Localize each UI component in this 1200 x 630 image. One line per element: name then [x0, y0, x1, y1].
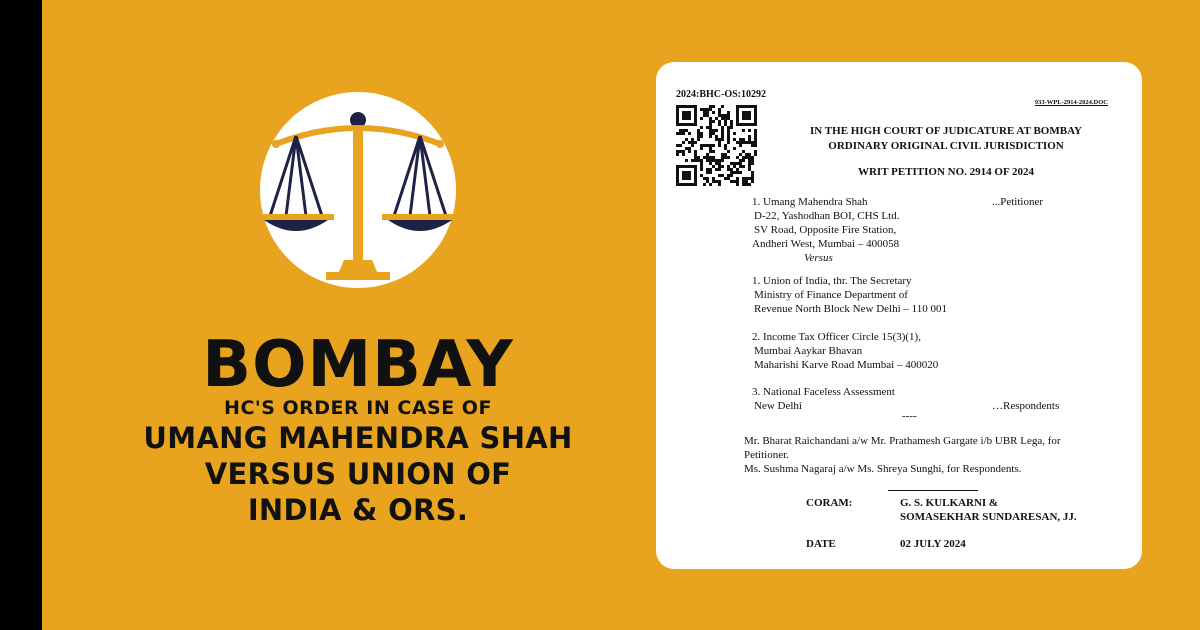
petitioner-address-1: D-22, Yashodhan BOI, CHS Ltd. — [754, 210, 900, 222]
respondents-role: …Respondents — [992, 400, 1060, 412]
headline — [120, 328, 596, 528]
headline-line3: VERSUS UNION OF — [204, 457, 512, 491]
respondent-1-line-2: Ministry of Finance Department of — [754, 289, 908, 301]
respondent-1-line-3: Revenue North Block New Delhi – 110 001 — [754, 303, 947, 315]
date-label: DATE — [806, 538, 836, 550]
respondent-3-line-1: 3. National Faceless Assessment — [752, 386, 895, 398]
court-document-card — [656, 62, 1142, 569]
counsel-line-2: Petitioner. — [744, 449, 789, 461]
counsel-line-3: Ms. Sushma Nagaraj a/w Ms. Shreya Sunghi, for Respondents. — [744, 463, 1022, 475]
court-jurisdiction: ORDINARY ORIGINAL CIVIL JURISDICTION — [828, 140, 1064, 152]
neutral-citation: 2024:BHC-OS:10292 — [676, 89, 766, 100]
coram-judge-2: SOMASEKHAR SUNDARESAN, JJ. — [900, 511, 1077, 523]
left-black-bar — [0, 0, 42, 630]
qr-code-icon — [676, 105, 757, 186]
petitioner-role: ...Petitioner — [992, 196, 1044, 208]
scales-of-justice-icon — [256, 92, 460, 288]
petition-title: WRIT PETITION NO. 2914 OF 2024 — [857, 166, 1035, 178]
coram-label: CORAM: — [806, 497, 853, 509]
respondent-2-line-2: Mumbai Aaykar Bhavan — [754, 345, 863, 357]
coram-divider — [888, 490, 978, 491]
respondent-2-line-3: Maharishi Karve Road Mumbai – 400020 — [754, 359, 939, 371]
document-id: 933-WPL-2914-2024.DOC — [1034, 99, 1108, 106]
petitioner-name: 1. Umang Mahendra Shah — [752, 196, 868, 208]
petitioner-address-3: Andheri West, Mumbai – 400058 — [752, 238, 900, 250]
coram-judge-1: G. S. KULKARNI & — [900, 497, 999, 509]
headline-line4: INDIA & ORS. — [247, 493, 469, 527]
headline-subtitle: HC'S ORDER IN CASE OF — [224, 397, 492, 419]
respondent-1-line-1: 1. Union of India, thr. The Secretary — [752, 275, 912, 287]
versus-label: Versus — [804, 252, 833, 264]
respondent-2-line-1: 2. Income Tax Officer Circle 15(3)(1), — [752, 331, 921, 343]
headline-bombay: BOMBAY — [202, 328, 514, 402]
respondent-3-line-2: New Delhi — [754, 400, 802, 412]
petitioner-address-2: SV Road, Opposite Fire Station, — [754, 224, 897, 236]
date-value: 02 JULY 2024 — [900, 538, 966, 550]
separator: ---- — [902, 410, 917, 422]
court-name: IN THE HIGH COURT OF JUDICATURE AT BOMBAY — [810, 125, 1082, 137]
counsel-line-1: Mr. Bharat Raichandani a/w Mr. Prathamesh Gargate i/b UBR Lega, for — [744, 435, 1061, 447]
headline-line2: UMANG MAHENDRA SHAH — [143, 421, 573, 455]
